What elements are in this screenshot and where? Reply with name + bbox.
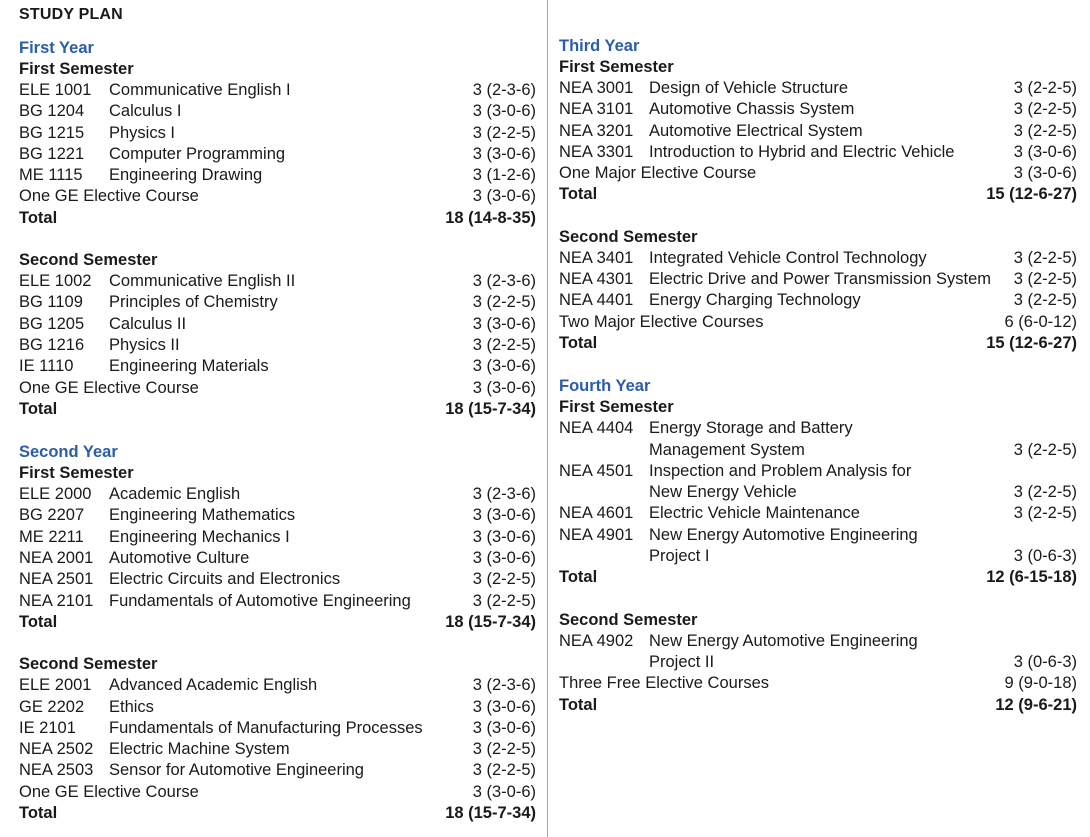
course-code: NEA 4902 (559, 631, 634, 650)
total-credit: 15 (12-6-27) (986, 185, 1077, 204)
year-block (559, 375, 1077, 716)
course-credit: 3 (3-0-6) (472, 144, 536, 163)
course-code: NEA 4901 (559, 525, 634, 544)
course-name: Fundamentals of Manufacturing Processes (109, 718, 423, 737)
course-name: Engineering Mechanics I (109, 527, 290, 546)
course-name: Sensor for Automotive Engineering (109, 761, 364, 780)
course-row (559, 673, 1077, 694)
year-block (19, 37, 536, 420)
spacer (19, 420, 536, 441)
course-code: IE 1110 (19, 357, 74, 376)
course-row (19, 505, 536, 526)
course-credit: 3 (2-3-6) (472, 485, 536, 504)
course-row (559, 163, 1077, 184)
year-block (559, 35, 1077, 354)
course-row (19, 356, 536, 377)
course-code: ELE 2000 (19, 485, 92, 504)
course-row (19, 782, 536, 803)
course-credit: 3 (0-6-3) (1013, 652, 1077, 671)
course-credit: 3 (3-0-6) (472, 549, 536, 568)
course-code: IE 2101 (19, 718, 76, 737)
course-code: ME 2211 (19, 527, 84, 546)
total-credit: 18 (14-8-35) (445, 208, 536, 227)
course-name: Engineering Drawing (109, 166, 263, 185)
course-row (19, 80, 536, 101)
course-credit: 3 (3-0-6) (1013, 164, 1077, 183)
course-credit: 3 (2-2-5) (1013, 440, 1077, 459)
course-code: NEA 4501 (559, 461, 634, 480)
course-name: Electric Machine System (109, 740, 290, 759)
course-name: Engineering Mathematics (109, 506, 296, 525)
course-name: Physics I (109, 123, 176, 142)
course-row (559, 248, 1077, 269)
course-name: Computer Programming (109, 144, 286, 163)
course-credit: 3 (2-3-6) (472, 272, 536, 291)
course-code: ELE 1002 (19, 272, 92, 291)
course-code: NEA 3401 (559, 248, 634, 267)
semester-title: First Semester (19, 464, 134, 483)
spacer (559, 354, 1077, 375)
total-credit: 15 (12-6-27) (986, 333, 1077, 352)
course-name: One GE Elective Course (19, 782, 199, 801)
course-row (19, 378, 536, 399)
course-name: Inspection and Problem Analysis for (649, 461, 912, 480)
course-credit: 6 (6-0-12) (1004, 312, 1077, 331)
course-row (19, 144, 536, 165)
course-code: NEA 4601 (559, 504, 634, 523)
course-row (559, 121, 1077, 142)
course-credit: 3 (2-2-5) (1013, 270, 1077, 289)
semester-title: Second Semester (19, 251, 158, 270)
total-label: Total (559, 185, 598, 204)
course-name: Introduction to Hybrid and Electric Vehicle (649, 142, 955, 161)
course-credit: 3 (2-2-5) (472, 293, 536, 312)
course-code: NEA 2001 (19, 549, 94, 568)
total-label: Total (559, 333, 598, 352)
course-name: One GE Elective Course (19, 187, 199, 206)
course-code: BG 1204 (19, 102, 85, 121)
course-name: New Energy Automotive Engineering (649, 631, 918, 650)
course-name: New Energy Automotive Engineering (649, 525, 918, 544)
course-row (559, 631, 1077, 652)
course-credit: 9 (9-0-18) (1004, 674, 1077, 693)
total-row (559, 333, 1077, 354)
course-credit: 3 (2-2-5) (1013, 483, 1077, 502)
course-credit: 3 (2-2-5) (472, 761, 536, 780)
course-name-continued: Project II (649, 652, 715, 671)
year-title: Fourth Year (559, 377, 651, 396)
course-row (19, 527, 536, 548)
course-name: Automotive Electrical System (649, 121, 863, 140)
course-code: GE 2202 (19, 697, 85, 716)
course-row (19, 591, 536, 612)
course-credit: 3 (2-2-5) (1013, 100, 1077, 119)
course-credit: 3 (3-0-6) (472, 697, 536, 716)
course-code: BG 1216 (19, 335, 85, 354)
total-row (19, 803, 536, 824)
course-code: BG 1205 (19, 314, 85, 333)
course-credit: 3 (0-6-3) (1013, 547, 1077, 566)
course-credit: 3 (3-0-6) (472, 314, 536, 333)
course-name: Integrated Vehicle Control Technology (649, 248, 927, 267)
spacer (559, 589, 1077, 610)
course-credit: 3 (3-0-6) (472, 718, 536, 737)
page-title: STUDY PLAN (19, 6, 123, 23)
course-name: Electric Vehicle Maintenance (649, 504, 860, 523)
course-row-continued (559, 440, 1077, 461)
semester-title: First Semester (19, 60, 134, 78)
course-row (19, 314, 536, 335)
course-code: NEA 2501 (19, 570, 94, 589)
course-credit: 3 (2-2-5) (1013, 504, 1077, 523)
course-row (19, 484, 536, 505)
course-credit: 3 (2-2-5) (472, 591, 536, 610)
course-row (19, 569, 536, 590)
course-row (559, 503, 1077, 524)
total-credit: 18 (15-7-34) (445, 804, 536, 823)
course-row-continued (559, 482, 1077, 503)
course-row (559, 78, 1077, 99)
course-name: Three Free Elective Courses (559, 674, 769, 693)
year-title: Third Year (559, 37, 640, 55)
course-name: One GE Elective Course (19, 378, 199, 397)
spacer (19, 229, 536, 250)
column-divider (547, 0, 548, 837)
course-row (19, 760, 536, 781)
semester-title: Second Semester (559, 610, 698, 629)
total-row (19, 208, 536, 229)
course-row (19, 335, 536, 356)
course-code: NEA 4401 (559, 291, 634, 310)
course-row (559, 312, 1077, 333)
course-credit: 3 (3-0-6) (472, 378, 536, 397)
course-row (19, 739, 536, 760)
course-row (19, 718, 536, 739)
course-credit: 3 (2-2-5) (472, 740, 536, 759)
course-row (19, 548, 536, 569)
course-credit: 3 (3-0-6) (472, 187, 536, 206)
course-credit: 3 (3-0-6) (472, 782, 536, 801)
course-code: BG 1221 (19, 144, 85, 163)
course-code: BG 2207 (19, 506, 85, 525)
course-credit: 3 (2-2-5) (1013, 121, 1077, 140)
course-name: One Major Elective Course (559, 164, 757, 183)
course-credit: 3 (3-0-6) (472, 527, 536, 546)
course-name: Communicative English II (109, 272, 296, 291)
course-row (19, 292, 536, 313)
year-block (19, 441, 536, 824)
course-code: NEA 3201 (559, 121, 634, 140)
course-name: Communicative English I (109, 81, 291, 99)
course-row (559, 142, 1077, 163)
course-row (19, 101, 536, 122)
course-credit: 3 (2-2-5) (472, 123, 536, 142)
course-credit: 3 (3-0-6) (472, 506, 536, 525)
course-name-continued: Project I (649, 547, 710, 566)
course-name: Automotive Culture (109, 549, 250, 568)
course-code: NEA 3101 (559, 100, 634, 119)
course-name: Physics II (109, 335, 180, 354)
total-credit: 18 (15-7-34) (445, 399, 536, 418)
course-row-continued (559, 652, 1077, 673)
course-name: Electric Circuits and Electronics (109, 570, 341, 589)
course-name: Two Major Elective Courses (559, 312, 764, 331)
course-code: NEA 4301 (559, 270, 634, 289)
course-code: NEA 3001 (559, 79, 634, 97)
course-name: Engineering Materials (109, 357, 269, 376)
total-row (19, 399, 536, 420)
course-row (19, 165, 536, 186)
course-name: Design of Vehicle Structure (649, 79, 849, 97)
total-row (559, 695, 1077, 716)
total-row (559, 567, 1077, 588)
course-credit: 3 (2-3-6) (472, 676, 536, 695)
course-code: NEA 2502 (19, 740, 94, 759)
course-credit: 3 (3-0-6) (1013, 142, 1077, 161)
course-credit: 3 (2-2-5) (472, 570, 536, 589)
total-label: Total (19, 399, 58, 418)
course-credit: 3 (2-2-5) (1013, 248, 1077, 267)
year-title: First Year (19, 39, 94, 57)
total-credit: 12 (6-15-18) (986, 568, 1077, 587)
course-row (559, 269, 1077, 290)
course-name: Automotive Chassis System (649, 100, 855, 119)
course-name: Academic English (109, 485, 241, 504)
course-row (559, 418, 1077, 439)
total-label: Total (19, 208, 58, 227)
course-code: NEA 2503 (19, 761, 94, 780)
course-name: Fundamentals of Automotive Engineering (109, 591, 411, 610)
spacer (559, 206, 1077, 227)
course-name: Principles of Chemistry (109, 293, 278, 312)
total-label: Total (19, 804, 58, 823)
course-name: Advanced Academic English (109, 676, 318, 695)
course-code: NEA 3301 (559, 142, 634, 161)
total-row (19, 612, 536, 633)
total-row (559, 184, 1077, 205)
total-credit: 12 (9-6-21) (995, 695, 1077, 714)
spacer (19, 633, 536, 654)
course-row-continued (559, 546, 1077, 567)
course-code: NEA 2101 (19, 591, 94, 610)
semester-title: First Semester (559, 58, 674, 76)
course-credit: 3 (2-3-6) (472, 81, 536, 99)
course-row (19, 675, 536, 696)
course-code: ELE 1001 (19, 81, 92, 99)
course-row (19, 697, 536, 718)
course-name: Calculus II (109, 314, 187, 333)
course-row (559, 290, 1077, 311)
course-code: NEA 4404 (559, 419, 634, 438)
total-credit: 18 (15-7-34) (445, 612, 536, 631)
semester-title: Second Semester (559, 227, 698, 246)
course-code: BG 1215 (19, 123, 85, 142)
course-credit: 3 (2-2-5) (1013, 291, 1077, 310)
total-label: Total (19, 612, 58, 631)
course-credit: 3 (2-2-5) (472, 335, 536, 354)
left-column (19, 37, 536, 824)
course-code: ME 1115 (19, 166, 83, 185)
course-name: Electric Drive and Power Transmission System (649, 270, 992, 289)
course-row (559, 525, 1077, 546)
course-name: Energy Charging Technology (649, 291, 861, 310)
year-title: Second Year (19, 443, 118, 462)
right-column (559, 35, 1077, 716)
total-label: Total (559, 695, 598, 714)
total-label: Total (559, 568, 598, 587)
course-name: Energy Storage and Battery (649, 419, 853, 438)
course-name-continued: New Energy Vehicle (649, 483, 797, 502)
course-code: BG 1109 (19, 293, 83, 312)
course-row (19, 123, 536, 144)
course-code: ELE 2001 (19, 676, 92, 695)
semester-title: First Semester (559, 398, 674, 417)
course-row (559, 461, 1077, 482)
course-credit: 3 (3-0-6) (472, 102, 536, 121)
course-name: Ethics (109, 697, 154, 716)
course-name-continued: Management System (649, 440, 805, 459)
semester-title: Second Semester (19, 655, 158, 674)
course-credit: 3 (2-2-5) (1013, 79, 1077, 97)
course-row (559, 99, 1077, 120)
course-row (19, 271, 536, 292)
course-credit: 3 (3-0-6) (472, 357, 536, 376)
course-name: Calculus I (109, 102, 182, 121)
course-credit: 3 (1-2-6) (472, 166, 536, 185)
course-row (19, 186, 536, 207)
